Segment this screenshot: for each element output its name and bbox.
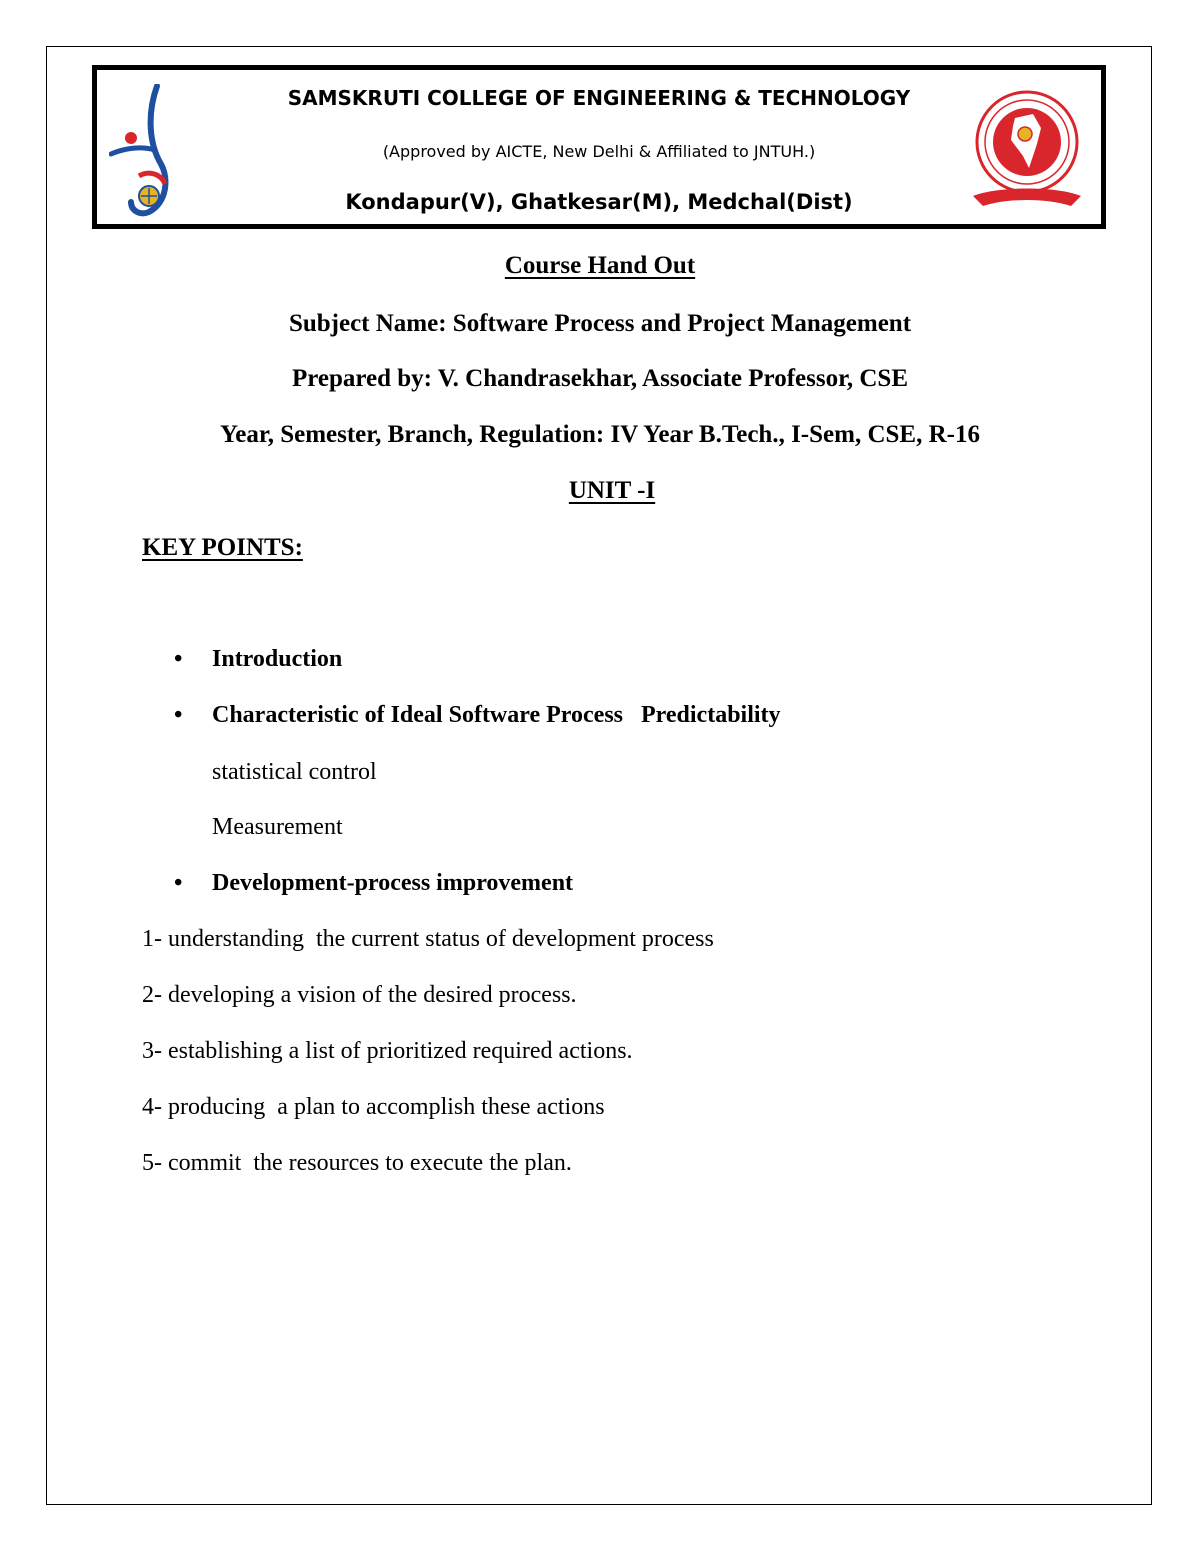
bullet-icon: • [174, 702, 183, 728]
list-item: • Development-process improvement [174, 870, 574, 896]
year-semester-info: Year, Semester, Branch, Regulation: IV Year B.Tech., I-Sem, CSE, R-16 [220, 421, 980, 448]
list-item: • Introduction [174, 646, 343, 672]
step-item: 3- establishing a list of prioritized required actions. [142, 1038, 633, 1064]
unit-heading: UNIT -I [568, 477, 656, 504]
approval-text: (Approved by AICTE, New Delhi & Affiliated to JNTUH.) [382, 142, 816, 161]
sub-item: Measurement [212, 814, 343, 840]
step-item: 2- developing a vision of the desired process. [142, 982, 577, 1008]
step-item: 5- commit the resources to execute the plan. [142, 1150, 572, 1176]
prepared-by: Prepared by: V. Chandrasekhar, Associate Professor, CSE [291, 365, 909, 392]
letterhead [92, 65, 1106, 229]
step-item: 1- understanding the current status of development process [142, 926, 714, 952]
list-item: • Characteristic of Ideal Software Process Predictability [174, 702, 781, 728]
sub-item: statistical control [212, 759, 377, 785]
naac-seal-icon [967, 84, 1087, 214]
key-points-heading: KEY POINTS: [142, 534, 303, 561]
step-item: 4- producing a plan to accomplish these actions [142, 1094, 605, 1120]
college-location: Kondapur(V), Ghatkesar(M), Medchal(Dist) [345, 190, 853, 214]
document-title: Course Hand Out [504, 252, 696, 279]
college-name: SAMSKRUTI COLLEGE OF ENGINEERING & TECHNOLOGY [287, 86, 911, 110]
bullet-icon: • [174, 870, 183, 896]
bullet-icon: • [174, 646, 183, 672]
subject-name: Subject Name: Software Process and Project Management [288, 310, 912, 337]
